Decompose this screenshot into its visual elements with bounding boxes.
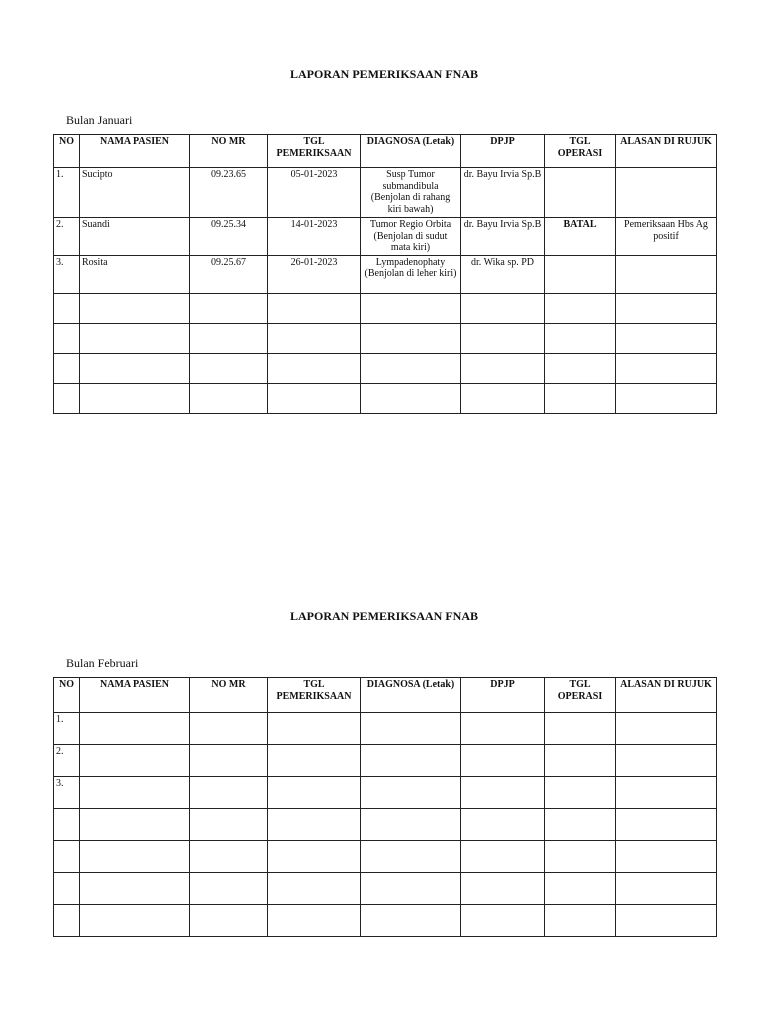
cell-dpjp	[461, 873, 545, 905]
table-row	[54, 293, 717, 323]
cell-tgl-pemeriksaan: 05-01-2023	[268, 168, 361, 218]
cell-tgl-pemeriksaan	[268, 353, 361, 383]
cell-nama-pasien	[80, 323, 190, 353]
table-row	[54, 841, 717, 873]
cell-diagnosa	[361, 353, 461, 383]
cell-diagnosa	[361, 713, 461, 745]
cell-nama-pasien	[80, 841, 190, 873]
cell-tgl-operasi	[545, 905, 616, 937]
report-title-february: LAPORAN PEMERIKSAAN FNAB	[289, 609, 478, 623]
cell-tgl-operasi	[545, 323, 616, 353]
cell-tgl-pemeriksaan: 26-01-2023	[268, 255, 361, 293]
cell-dpjp: dr. Bayu Irvia Sp.B	[461, 168, 545, 218]
cell-alasan-rujuk	[616, 905, 717, 937]
cell-nama-pasien	[80, 905, 190, 937]
cell-no-mr	[190, 873, 268, 905]
month-label-january: Bulan Januari	[66, 113, 133, 127]
cell-nama-pasien	[80, 713, 190, 745]
header-no: NO	[54, 678, 80, 713]
header-nama-pasien: NAMA PASIEN	[80, 678, 190, 713]
cell-tgl-pemeriksaan	[268, 383, 361, 413]
cell-no-mr	[190, 293, 268, 323]
cell-dpjp	[461, 293, 545, 323]
cell-tgl-operasi	[545, 841, 616, 873]
cell-no	[54, 809, 80, 841]
cell-tgl-pemeriksaan	[268, 841, 361, 873]
cell-tgl-operasi	[545, 255, 616, 293]
cell-diagnosa: Tumor Regio Orbita (Benjolan di sudut mata kiri)	[361, 218, 461, 256]
cell-tgl-operasi	[545, 168, 616, 218]
table-row	[54, 168, 717, 218]
cell-no-mr	[190, 905, 268, 937]
cell-tgl-pemeriksaan	[268, 905, 361, 937]
cell-dpjp	[461, 353, 545, 383]
cell-no: 3.	[54, 777, 80, 809]
cell-no-mr	[190, 353, 268, 383]
cell-tgl-pemeriksaan	[268, 777, 361, 809]
cell-no	[54, 353, 80, 383]
cell-dpjp	[461, 841, 545, 873]
header-tgl-operasi: TGL OPERASI	[545, 135, 616, 168]
cell-diagnosa	[361, 809, 461, 841]
cell-diagnosa	[361, 383, 461, 413]
cell-tgl-pemeriksaan: 14-01-2023	[268, 218, 361, 256]
cell-diagnosa	[361, 323, 461, 353]
cell-alasan-rujuk	[616, 841, 717, 873]
cell-diagnosa: Susp Tumor submandibula (Benjolan di rahang kiri bawah)	[361, 168, 461, 218]
cell-nama-pasien	[80, 293, 190, 323]
header-no-mr: NO MR	[190, 678, 268, 713]
cell-no	[54, 841, 80, 873]
table-header-row	[54, 135, 717, 168]
header-nama-pasien: NAMA PASIEN	[80, 135, 190, 168]
cell-no-mr: 09.25.34	[190, 218, 268, 256]
header-tgl-pemeriksaan: TGL PEMERIKSAAN	[268, 678, 361, 713]
cell-tgl-operasi	[545, 293, 616, 323]
header-tgl-pemeriksaan: TGL PEMERIKSAAN	[268, 135, 361, 168]
report-table-january	[53, 134, 717, 414]
header-tgl-operasi: TGL OPERASI	[545, 678, 616, 713]
cell-no-mr: 09.25.67	[190, 255, 268, 293]
header-dpjp: DPJP	[461, 135, 545, 168]
cell-alasan-rujuk	[616, 323, 717, 353]
cell-dpjp	[461, 383, 545, 413]
cell-diagnosa	[361, 905, 461, 937]
cell-tgl-pemeriksaan	[268, 323, 361, 353]
cell-nama-pasien	[80, 353, 190, 383]
cell-tgl-pemeriksaan	[268, 293, 361, 323]
cell-tgl-operasi	[545, 809, 616, 841]
cell-alasan-rujuk	[616, 809, 717, 841]
table-row	[54, 745, 717, 777]
cell-alasan-rujuk	[616, 383, 717, 413]
cell-nama-pasien: Sucipto	[80, 168, 190, 218]
table-row	[54, 873, 717, 905]
cell-no	[54, 905, 80, 937]
cell-dpjp	[461, 745, 545, 777]
cell-no: 2.	[54, 745, 80, 777]
report-title-january: LAPORAN PEMERIKSAAN FNAB	[289, 67, 478, 81]
cell-dpjp	[461, 905, 545, 937]
header-diagnosa: DIAGNOSA (Letak)	[361, 135, 461, 168]
cell-no-mr	[190, 841, 268, 873]
table-row	[54, 809, 717, 841]
table-row	[54, 323, 717, 353]
cell-tgl-operasi	[545, 777, 616, 809]
cell-diagnosa: Lympadenophaty (Benjolan di leher kiri)	[361, 255, 461, 293]
header-diagnosa: DIAGNOSA (Letak)	[361, 678, 461, 713]
cell-nama-pasien	[80, 383, 190, 413]
cell-no	[54, 873, 80, 905]
header-alasan-rujuk: ALASAN DI RUJUK	[616, 135, 717, 168]
cell-nama-pasien	[80, 745, 190, 777]
cell-dpjp: dr. Wika sp. PD	[461, 255, 545, 293]
cell-nama-pasien: Rosita	[80, 255, 190, 293]
cell-tgl-pemeriksaan	[268, 713, 361, 745]
cell-no-mr	[190, 383, 268, 413]
cell-nama-pasien	[80, 777, 190, 809]
cell-alasan-rujuk	[616, 745, 717, 777]
cell-alasan-rujuk: Pemeriksaan Hbs Ag positif	[616, 218, 717, 256]
month-label-february: Bulan Februari	[66, 656, 139, 670]
cell-alasan-rujuk	[616, 293, 717, 323]
header-no: NO	[54, 135, 80, 168]
cell-no	[54, 323, 80, 353]
cell-tgl-pemeriksaan	[268, 745, 361, 777]
header-no-mr: NO MR	[190, 135, 268, 168]
cell-nama-pasien	[80, 873, 190, 905]
cell-no: 1.	[54, 168, 80, 218]
cell-tgl-operasi	[545, 353, 616, 383]
table-row	[54, 905, 717, 937]
cell-dpjp	[461, 777, 545, 809]
header-dpjp: DPJP	[461, 678, 545, 713]
cell-tgl-operasi: BATAL	[545, 218, 616, 256]
cell-no-mr	[190, 777, 268, 809]
cell-alasan-rujuk	[616, 777, 717, 809]
cell-no-mr	[190, 323, 268, 353]
cell-no-mr	[190, 745, 268, 777]
cell-dpjp	[461, 809, 545, 841]
cell-dpjp	[461, 713, 545, 745]
cell-no-mr	[190, 809, 268, 841]
cell-alasan-rujuk	[616, 713, 717, 745]
table-row	[54, 383, 717, 413]
table-row	[54, 255, 717, 293]
cell-alasan-rujuk	[616, 168, 717, 218]
table-row	[54, 353, 717, 383]
cell-diagnosa	[361, 873, 461, 905]
cell-tgl-pemeriksaan	[268, 873, 361, 905]
cell-diagnosa	[361, 293, 461, 323]
cell-alasan-rujuk	[616, 255, 717, 293]
cell-no-mr	[190, 713, 268, 745]
cell-no	[54, 293, 80, 323]
cell-nama-pasien: Suandi	[80, 218, 190, 256]
table-row	[54, 218, 717, 256]
cell-nama-pasien	[80, 809, 190, 841]
table-header-row	[54, 678, 717, 713]
cell-no: 2.	[54, 218, 80, 256]
cell-no-mr: 09.23.65	[190, 168, 268, 218]
cell-tgl-operasi	[545, 383, 616, 413]
cell-diagnosa	[361, 745, 461, 777]
cell-dpjp: dr. Bayu Irvia Sp.B	[461, 218, 545, 256]
cell-tgl-operasi	[545, 873, 616, 905]
header-alasan-rujuk: ALASAN DI RUJUK	[616, 678, 717, 713]
cell-tgl-pemeriksaan	[268, 809, 361, 841]
cell-no: 1.	[54, 713, 80, 745]
cell-tgl-operasi	[545, 745, 616, 777]
cell-alasan-rujuk	[616, 353, 717, 383]
cell-diagnosa	[361, 777, 461, 809]
table-row	[54, 713, 717, 745]
cell-dpjp	[461, 323, 545, 353]
cell-no: 3.	[54, 255, 80, 293]
cell-diagnosa	[361, 841, 461, 873]
cell-tgl-operasi	[545, 713, 616, 745]
report-table-february	[53, 677, 717, 937]
cell-no	[54, 383, 80, 413]
table-row	[54, 777, 717, 809]
cell-alasan-rujuk	[616, 873, 717, 905]
